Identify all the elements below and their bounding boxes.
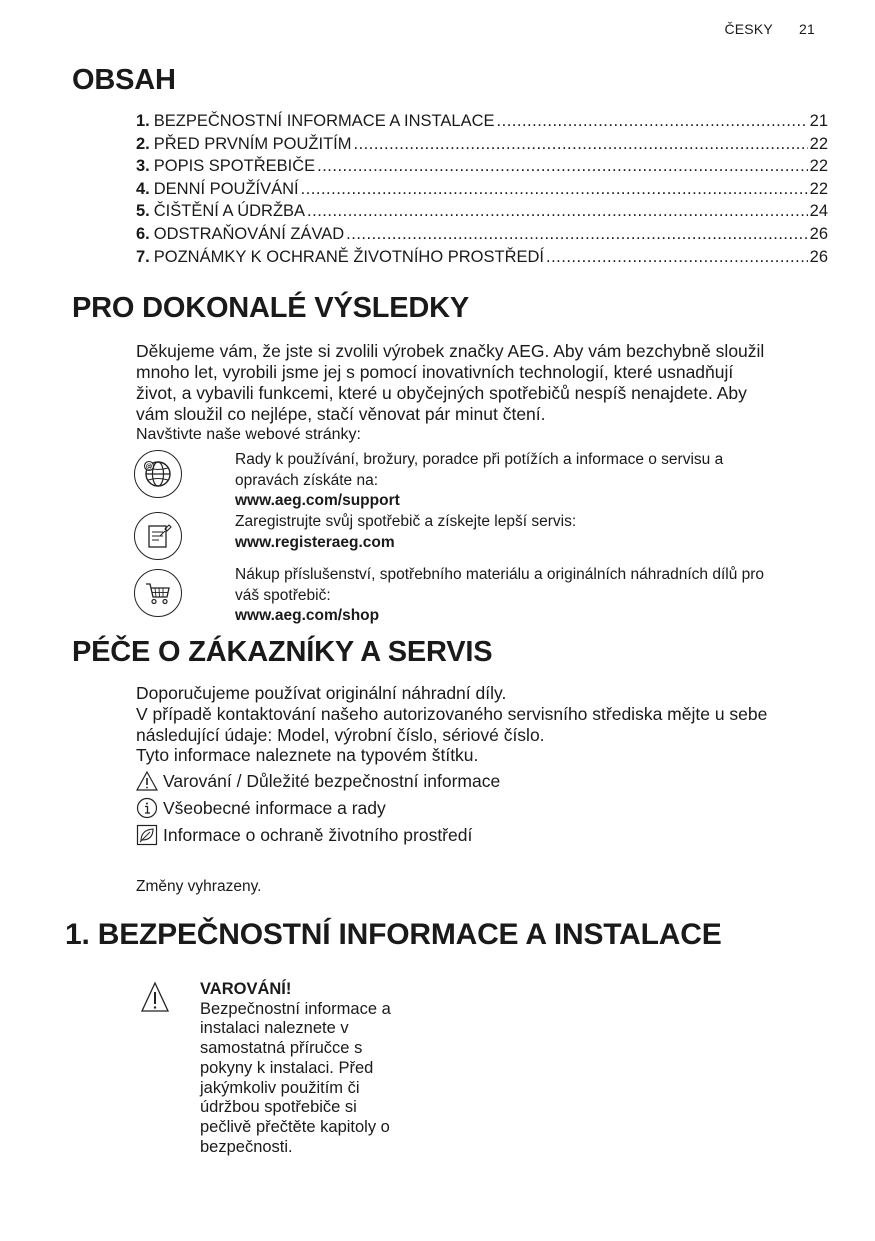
leaf-icon <box>136 824 158 846</box>
warning-icon <box>136 770 158 792</box>
intro-line: život, a vybavili funkcemi, které u obyčejných spotřebičů nespíš nenajdete. Aby <box>136 383 747 403</box>
warning-line: bezpečnosti. <box>200 1137 293 1156</box>
visit-label: Navštivte naše webové stránky: <box>136 426 361 443</box>
toc-item-label: BEZPEČNOSTNÍ INFORMACE A INSTALACE <box>153 112 495 130</box>
care-line: Tyto informace naleznete na typovém štítku. <box>136 745 479 766</box>
link-description: Nákup příslušenství, spotřebního materiálu a originálních náhradních dílů pro <box>235 566 765 583</box>
care-paragraph <box>136 683 820 766</box>
register-link-text <box>235 512 815 553</box>
warning-icon <box>140 980 170 1014</box>
toc-item-number: 1. <box>136 112 150 130</box>
toc-item-page: 22 <box>809 179 828 198</box>
care-line: následující údaje: Model, výrobní číslo, sériové číslo. <box>136 724 545 745</box>
warning-title: VAROVÁNÍ! <box>200 980 292 998</box>
toc-item-number: 3. <box>136 157 150 176</box>
toc-item[interactable] <box>136 178 828 201</box>
legend-environment <box>136 824 472 846</box>
warning-line: údržbou spotřebiče si <box>200 1098 357 1117</box>
register-icon <box>134 512 182 560</box>
warning-line: jakýmkoliv použitím či <box>200 1078 360 1097</box>
table-of-contents <box>136 110 828 268</box>
toc-item[interactable] <box>136 155 828 178</box>
shop-link-text <box>235 565 815 627</box>
toc-item[interactable] <box>136 200 828 223</box>
warning-line: samostatná příručce s <box>200 1039 363 1058</box>
care-line: Doporučujeme používat originální náhradní díly. <box>136 683 507 703</box>
toc-item-label: POZNÁMKY K OCHRANĚ ŽIVOTNÍHO PROSTŘEDÍ <box>153 247 545 266</box>
legend-info <box>136 797 386 819</box>
toc-leader <box>353 133 807 156</box>
toc-item[interactable] <box>136 133 828 156</box>
toc-leader <box>546 246 808 269</box>
toc-title: OBSAH <box>72 64 176 96</box>
toc-item-label: PŘED PRVNÍM POUŽITÍM <box>153 134 352 153</box>
svg-text:@: @ <box>145 462 153 471</box>
toc-item-number: 4. <box>136 179 150 198</box>
toc-item-number: 6. <box>136 224 150 243</box>
language-label: ČESKY <box>724 21 773 37</box>
results-title: PRO DOKONALÉ VÝSLEDKY <box>72 292 470 324</box>
toc-item-page: 26 <box>809 247 828 266</box>
toc-item-number: 2. <box>136 134 150 153</box>
warning-line: Bezpečnostní informace a <box>200 999 391 1018</box>
warning-text <box>200 980 430 1157</box>
register-url[interactable]: www.registeraeg.com <box>235 533 395 551</box>
legend-warning <box>136 770 500 792</box>
toc-item-label: DENNÍ POUŽÍVÁNÍ <box>153 179 299 198</box>
cart-icon <box>134 569 182 617</box>
toc-leader <box>301 178 808 201</box>
link-description: váš spotřebič: <box>235 586 331 604</box>
globe-icon <box>134 450 182 498</box>
shop-url[interactable]: www.aeg.com/shop <box>235 607 380 624</box>
warning-line: pečlivě přečtěte kapitoly o <box>200 1117 390 1136</box>
info-icon <box>136 797 158 819</box>
toc-item-page: 26 <box>809 224 828 243</box>
link-description: opravách získáte na: <box>235 471 379 489</box>
page-header <box>724 21 815 37</box>
legend-label: Všeobecné informace a rady <box>163 797 386 818</box>
intro-line: vám sloužil co nejlépe, stačí věnovat pár minut čtení. <box>136 404 546 424</box>
link-description: Rady k používání, brožury, poradce při potížích a informace o servisu a <box>235 451 724 468</box>
toc-leader <box>497 110 808 133</box>
link-description: Zaregistrujte svůj spotřebič a získejte lepší servis: <box>235 513 577 530</box>
toc-leader <box>317 155 808 178</box>
toc-item[interactable] <box>136 110 828 133</box>
toc-item-number: 7. <box>136 247 150 266</box>
intro-line: Děkujeme vám, že jste si zvolili výrobek značky AEG. Aby vám bezchybně sloužil <box>136 341 765 361</box>
legend-label: Informace o ochraně životního prostředí <box>163 824 473 845</box>
care-line: V případě kontaktování našeho autorizovaného servisního střediska mějte u sebe <box>136 703 768 724</box>
support-link-text <box>235 450 815 512</box>
intro-paragraph <box>136 341 820 425</box>
toc-leader <box>307 200 808 223</box>
toc-item-page: 24 <box>809 202 828 221</box>
toc-leader <box>346 223 807 246</box>
toc-item[interactable] <box>136 223 828 246</box>
toc-item-number: 5. <box>136 202 150 221</box>
warning-line: pokyny k instalaci. Před <box>200 1058 374 1077</box>
support-url[interactable]: www.aeg.com/support <box>235 492 400 509</box>
changes-note: Změny vyhrazeny. <box>136 878 262 895</box>
toc-item-label: ČIŠTĚNÍ A ÚDRŽBA <box>153 202 306 221</box>
chapter-1-title: 1. BEZPEČNOSTNÍ INFORMACE A INSTALACE <box>65 918 722 951</box>
toc-item-page: 22 <box>809 134 828 153</box>
warning-line: instalaci naleznete v <box>200 1019 349 1038</box>
toc-item-label: POPIS SPOTŘEBIČE <box>153 157 316 176</box>
toc-item-label: ODSTRAŇOVÁNÍ ZÁVAD <box>153 224 345 243</box>
legend-label: Varování / Důležité bezpečnostní informace <box>163 770 501 791</box>
intro-line: mnoho let, vyrobili jsme jej s pomocí inovativních technologií, které usnadňují <box>136 362 734 382</box>
toc-item[interactable] <box>136 246 828 269</box>
toc-item-page: 21 <box>809 112 828 130</box>
care-title: PÉČE O ZÁKAZNÍKY A SERVIS <box>72 636 493 668</box>
toc-item-page: 22 <box>809 157 828 176</box>
page-number: 21 <box>799 21 815 37</box>
